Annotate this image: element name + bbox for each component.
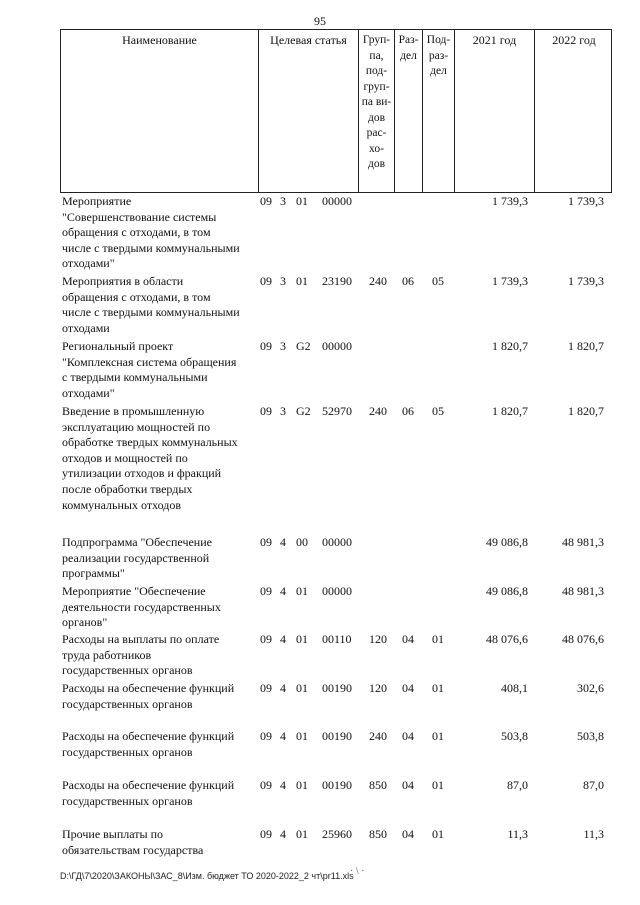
measure-code: 01 [296, 729, 308, 743]
measure-code: G2 [296, 404, 311, 418]
subsection-code: 05 [432, 404, 444, 418]
program-code: 09 [260, 274, 272, 288]
amount-2022: 1 820,7 [568, 404, 604, 418]
header-year-2022: 2022 год [552, 33, 596, 47]
amount-2021: 408,1 [501, 681, 528, 695]
direction-code: 00190 [322, 729, 352, 743]
measure-code: 00 [296, 535, 308, 549]
subprogram-code: 4 [280, 827, 286, 841]
subprogram-code: 3 [280, 194, 286, 208]
direction-code: 00190 [322, 778, 352, 792]
row-name: Подпрограмма "Обеспечение реализации государственной программы" [62, 535, 212, 581]
row-name: Расходы на обеспечение функций государственных органов [62, 729, 235, 759]
section-code: 04 [402, 632, 414, 646]
subsection-code: 01 [432, 778, 444, 792]
direction-code: 00000 [322, 194, 352, 208]
measure-code: 01 [296, 778, 308, 792]
amount-2022: 11,3 [583, 827, 604, 841]
expense-type-code: 240 [369, 404, 387, 418]
section-code: 04 [402, 778, 414, 792]
direction-code: 25960 [322, 827, 352, 841]
subprogram-code: 4 [280, 778, 286, 792]
row-name: Прочие выплаты по обязательствам государства [62, 827, 204, 857]
header-target: Целевая статья [259, 30, 359, 192]
program-code: 09 [260, 827, 272, 841]
measure-code: 01 [296, 681, 308, 695]
subprogram-code: 4 [280, 584, 286, 598]
measure-code: 01 [296, 584, 308, 598]
direction-code: 00000 [322, 584, 352, 598]
subprogram-code: 4 [280, 632, 286, 646]
subsection-code: 01 [432, 681, 444, 695]
program-code: 09 [260, 535, 272, 549]
header-subsection: Под- раз- дел [423, 30, 455, 192]
header-year-2021: 2021 год [455, 30, 535, 192]
subsection-code: 01 [432, 632, 444, 646]
expense-type-code: 850 [369, 827, 387, 841]
measure-code: 01 [296, 827, 308, 841]
subsection-code: 01 [432, 827, 444, 841]
amount-2021: 49 086,8 [486, 535, 528, 549]
amount-2022: 87,0 [583, 778, 604, 792]
subsection-code: 05 [432, 274, 444, 288]
header-group: Груп- па, под- груп- па ви- дов рас- хо- дов [359, 30, 395, 192]
amount-2022: 302,6 [577, 681, 604, 695]
amount-2021: 1 739,3 [492, 194, 528, 208]
row-name: Мероприятие "Совершенствование системы обращения с отходами, в том числе с твердыми коммунальными отходами" [62, 194, 240, 271]
expense-type-code: 240 [369, 729, 387, 743]
subprogram-code: 3 [280, 404, 286, 418]
amount-2021: 1 739,3 [492, 274, 528, 288]
program-code: 09 [260, 584, 272, 598]
file-path-footer: D:\ГД\7\2020\ЗАКОНЫ\ЗАС_8\Изм. бюджет ТО 2020-2022_2 чт\pr11.xls [60, 871, 354, 881]
measure-code: 01 [296, 274, 308, 288]
amount-2022: 48 981,3 [562, 535, 604, 549]
row-name: Расходы на обеспечение функций государственных органов [62, 681, 235, 711]
amount-2022: 48 981,3 [562, 584, 604, 598]
amount-2021: 48 076,6 [486, 632, 528, 646]
section-code: 06 [402, 404, 414, 418]
table-header [60, 29, 612, 193]
amount-2021: 1 820,7 [492, 339, 528, 353]
amount-2022: 48 076,6 [562, 632, 604, 646]
amount-2021: 503,8 [501, 729, 528, 743]
row-name: Мероприятия в области обращения с отходами, в том числе с твердыми коммунальными отходами [62, 274, 240, 335]
amount-2022: 503,8 [577, 729, 604, 743]
expense-type-code: 120 [369, 681, 387, 695]
direction-code: 52970 [322, 404, 352, 418]
subprogram-code: 4 [280, 535, 286, 549]
measure-code: G2 [296, 339, 311, 353]
program-code: 09 [260, 194, 272, 208]
program-code: 09 [260, 632, 272, 646]
subprogram-code: 3 [280, 339, 286, 353]
program-code: 09 [260, 681, 272, 695]
section-code: 04 [402, 827, 414, 841]
measure-code: 01 [296, 632, 308, 646]
section-code: 04 [402, 729, 414, 743]
expense-type-code: 240 [369, 274, 387, 288]
measure-code: 01 [296, 194, 308, 208]
program-code: 09 [260, 729, 272, 743]
amount-2021: 1 820,7 [492, 404, 528, 418]
direction-code: 00000 [322, 535, 352, 549]
amount-2022: 1 820,7 [568, 339, 604, 353]
amount-2021: 49 086,8 [486, 584, 528, 598]
program-code: 09 [260, 778, 272, 792]
direction-code: 00110 [322, 632, 352, 646]
amount-2022: 1 739,3 [568, 274, 604, 288]
section-code: 06 [402, 274, 414, 288]
row-name: Расходы на обеспечение функций государственных органов [62, 778, 235, 808]
subprogram-code: 3 [280, 274, 286, 288]
row-name: Введение в промышленную эксплуатацию мощностей по обработке твердых коммунальных отходов и мощностей по утилизации отходов и фракций после обработки твердых коммунальных отходов [62, 404, 238, 512]
program-code: 09 [260, 339, 272, 353]
subprogram-code: 4 [280, 729, 286, 743]
row-name: Региональный проект "Комплексная система обращения с твердыми коммунальными отходами" [62, 339, 237, 400]
section-code: 04 [402, 681, 414, 695]
amount-2021: 11,3 [507, 827, 528, 841]
scan-specks: · \ · [350, 866, 365, 877]
subsection-code: 01 [432, 729, 444, 743]
direction-code: 00190 [322, 681, 352, 695]
program-code: 09 [260, 404, 272, 418]
row-name: Расходы на выплаты по оплате труда работников государственных органов [62, 632, 220, 678]
direction-code: 23190 [322, 274, 352, 288]
amount-2022: 1 739,3 [568, 194, 604, 208]
header-section: Раз- дел [395, 30, 423, 192]
amount-2021: 87,0 [507, 778, 528, 792]
subprogram-code: 4 [280, 681, 286, 695]
direction-code: 00000 [322, 339, 352, 353]
header-name: Наименование [61, 30, 259, 192]
expense-type-code: 120 [369, 632, 387, 646]
page-number: 95 [314, 14, 326, 28]
row-name: Мероприятие "Обеспечение деятельности государственных органов" [62, 584, 221, 630]
expense-type-code: 850 [369, 778, 387, 792]
